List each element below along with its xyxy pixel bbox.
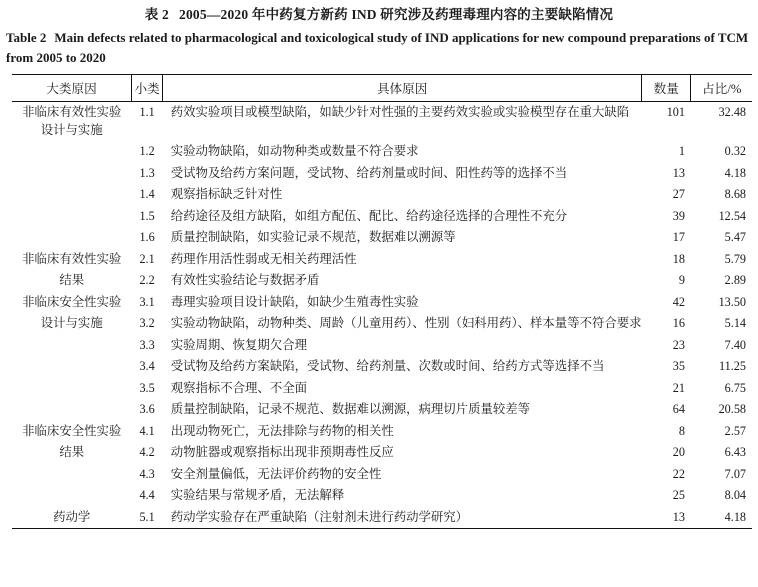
table-row (12, 292, 752, 314)
cell-subclass: 1.3 (139, 165, 155, 180)
table-footer-rule (12, 529, 752, 530)
cell-count: 27 (672, 187, 685, 201)
cell-subclass: 3.6 (139, 402, 155, 416)
cell-category (12, 184, 131, 206)
table-row (12, 141, 752, 163)
table-row (12, 163, 752, 185)
table-row (12, 399, 752, 421)
cell-subclass: 2.2 (139, 273, 155, 287)
cell-percent: 7.40 (724, 337, 746, 352)
cell-category (12, 141, 131, 163)
cell-count: 9 (678, 273, 685, 287)
cell-percent: 0.32 (724, 144, 746, 158)
cell-category (12, 313, 131, 335)
cell-subclass: 5.1 (139, 509, 155, 524)
cell-subclass: 4.1 (139, 423, 155, 438)
table-row (12, 485, 752, 507)
header-percent: 占比/% (691, 75, 752, 102)
table-row (12, 227, 752, 249)
cell-detail: 出现动物死亡，无法排除与药物的相关性 (170, 423, 394, 438)
table-row (12, 464, 752, 486)
cell-count: 8 (678, 423, 685, 438)
category-line-1: 非临床有效性实验 (22, 251, 122, 266)
cell-category (12, 102, 131, 142)
cell-count: 16 (672, 316, 685, 330)
cell-detail: 质量控制缺陷，记录不规范、数据难以溯源，病理切片质量较差等 (170, 402, 531, 416)
cell-category (12, 507, 131, 529)
cell-category (12, 227, 131, 249)
cell-category (12, 464, 131, 486)
cell-percent: 11.25 (719, 359, 746, 373)
table-bottom-rule-row (12, 529, 752, 530)
category-line-1: 非临床安全性实验 (22, 294, 122, 309)
cell-count: 42 (672, 294, 685, 309)
cell-subclass: 4.2 (139, 445, 155, 459)
cell-detail: 动物脏器或观察指标出现非预期毒性反应 (170, 445, 394, 459)
cell-count: 64 (672, 402, 685, 416)
table-row (12, 206, 752, 228)
category-line-1: 药动学 (53, 509, 91, 524)
cell-percent: 6.75 (724, 380, 746, 395)
cell-detail: 药动学实验存在严重缺陷（注射剂未进行药动学研究） (170, 509, 469, 524)
category-line-1: 非临床有效性实验 (22, 105, 122, 119)
cell-category (12, 421, 131, 443)
cell-subclass: 4.4 (139, 488, 155, 502)
category-line-1: 结果 (59, 273, 85, 287)
category-line-1: 非临床安全性实验 (22, 423, 122, 438)
cell-count: 25 (672, 488, 685, 502)
cell-detail: 受试物及给药方案问题，受试物、给药剂量或时间、阳性药等的选择不当 (170, 165, 568, 180)
cell-subclass: 1.1 (139, 105, 155, 119)
cell-detail: 实验结果与常规矛盾，无法解释 (170, 488, 345, 502)
table-row (12, 249, 752, 271)
cell-percent: 5.47 (724, 230, 746, 244)
cell-category (12, 399, 131, 421)
table-row (12, 421, 752, 443)
cell-category (12, 335, 131, 357)
cell-count: 20 (672, 445, 685, 459)
cell-detail: 质量控制缺陷，如实验记录不规范，数据难以溯源等 (170, 230, 456, 244)
caption-english-label: Table 2 (6, 30, 47, 45)
cell-percent: 12.54 (718, 208, 746, 223)
cell-category (12, 485, 131, 507)
cell-count: 21 (672, 380, 685, 395)
header-count: 数量 (642, 75, 691, 102)
cell-subclass: 3.4 (139, 359, 155, 373)
cell-category (12, 163, 131, 185)
caption-english-text: Main defects related to pharmacological and toxicological study of IND applications for new compound preparations of TCM from 2005 to 2020 (6, 30, 749, 65)
cell-subclass: 3.1 (139, 294, 155, 309)
table-row (12, 335, 752, 357)
cell-count: 23 (672, 337, 685, 352)
cell-subclass: 1.4 (139, 187, 155, 201)
cell-count: 35 (672, 359, 685, 373)
table-row (12, 313, 752, 335)
cell-category (12, 206, 131, 228)
category-line-1: 设计与实施 (40, 316, 103, 330)
cell-count: 13 (672, 509, 685, 524)
cell-detail: 毒理实验项目设计缺陷，如缺少生殖毒性实验 (170, 294, 419, 309)
cell-percent: 13.50 (718, 294, 746, 309)
caption-chinese-text: 2005—2020 年中药复方新药 IND 研究涉及药理毒理内容的主要缺陷情况 (179, 7, 614, 22)
caption-chinese (0, 0, 758, 24)
cell-count: 17 (672, 230, 685, 244)
cell-detail: 药效实验项目或模型缺陷，如缺少针对性强的主要药效实验或实验模型存在重大缺陷 (170, 105, 630, 119)
cell-subclass: 3.2 (139, 316, 155, 330)
cell-percent: 8.04 (724, 488, 746, 502)
caption-english (0, 24, 758, 68)
cell-count: 101 (666, 105, 685, 119)
cell-detail: 受试物及给药方案缺陷，受试物、给药剂量、次数或时间、给药方式等选择不当 (170, 359, 605, 373)
cell-detail: 实验动物缺陷，如动物种类或数量不符合要求 (170, 144, 419, 158)
cell-category (12, 249, 131, 271)
cell-detail: 给药途径及组方缺陷，如组方配伍、配比、给药途径选择的合理性不充分 (170, 208, 568, 223)
cell-count: 18 (672, 251, 685, 266)
cell-detail: 安全剂量偏低，无法评价药物的安全性 (170, 466, 382, 481)
defects-table (12, 74, 752, 529)
table-row (12, 270, 752, 292)
table-header (12, 75, 752, 102)
table-row (12, 507, 752, 529)
cell-percent: 2.89 (724, 273, 746, 287)
table-body (12, 102, 752, 529)
cell-detail: 实验动物缺陷，动物种类、周龄（儿童用药）、性别（妇科用药）、样本量等不符合要求 (170, 316, 642, 330)
cell-percent: 8.68 (724, 187, 746, 201)
cell-subclass: 1.2 (139, 144, 155, 158)
header-detail: 具体原因 (163, 75, 642, 102)
cell-percent: 5.79 (724, 251, 746, 266)
cell-detail: 观察指标缺乏针对性 (170, 187, 283, 201)
cell-subclass: 3.3 (139, 337, 155, 352)
cell-count: 22 (672, 466, 685, 481)
caption-chinese-label: 表 2 (144, 7, 170, 22)
cell-subclass: 2.1 (139, 251, 155, 266)
cell-count: 13 (672, 165, 685, 180)
cell-percent: 4.18 (724, 165, 746, 180)
cell-subclass: 1.5 (139, 208, 155, 223)
cell-detail: 观察指标不合理、不全面 (170, 380, 307, 395)
cell-category (12, 356, 131, 378)
cell-detail: 有效性实验结论与数据矛盾 (170, 273, 320, 287)
cell-percent: 4.18 (724, 509, 746, 524)
table-header-row (12, 75, 752, 102)
header-subclass: 小类 (131, 75, 162, 102)
cell-category (12, 442, 131, 464)
table-row (12, 102, 752, 142)
cell-count: 1 (678, 144, 685, 158)
table-row (12, 356, 752, 378)
table-container (12, 74, 752, 529)
cell-percent: 2.57 (724, 423, 746, 438)
table-row (12, 378, 752, 400)
cell-category (12, 378, 131, 400)
table-row (12, 442, 752, 464)
cell-category (12, 292, 131, 314)
cell-percent: 6.43 (724, 445, 746, 459)
cell-subclass: 1.6 (139, 230, 155, 244)
cell-percent: 20.58 (718, 402, 746, 416)
cell-count: 39 (672, 208, 685, 223)
cell-percent: 32.48 (718, 105, 746, 119)
cell-detail: 药理作用活性弱或无相关药理活性 (170, 251, 357, 266)
category-line-1: 结果 (59, 445, 85, 459)
header-category: 大类原因 (12, 75, 131, 102)
cell-detail: 实验周期、恢复期欠合理 (170, 337, 307, 352)
table-row (12, 184, 752, 206)
cell-percent: 7.07 (724, 466, 746, 481)
cell-percent: 5.14 (724, 316, 746, 330)
table-bottom-rule (12, 529, 752, 530)
cell-category (12, 270, 131, 292)
cell-subclass: 4.3 (139, 466, 155, 481)
category-line-2: 设计与实施 (40, 122, 103, 137)
cell-subclass: 3.5 (139, 380, 155, 395)
